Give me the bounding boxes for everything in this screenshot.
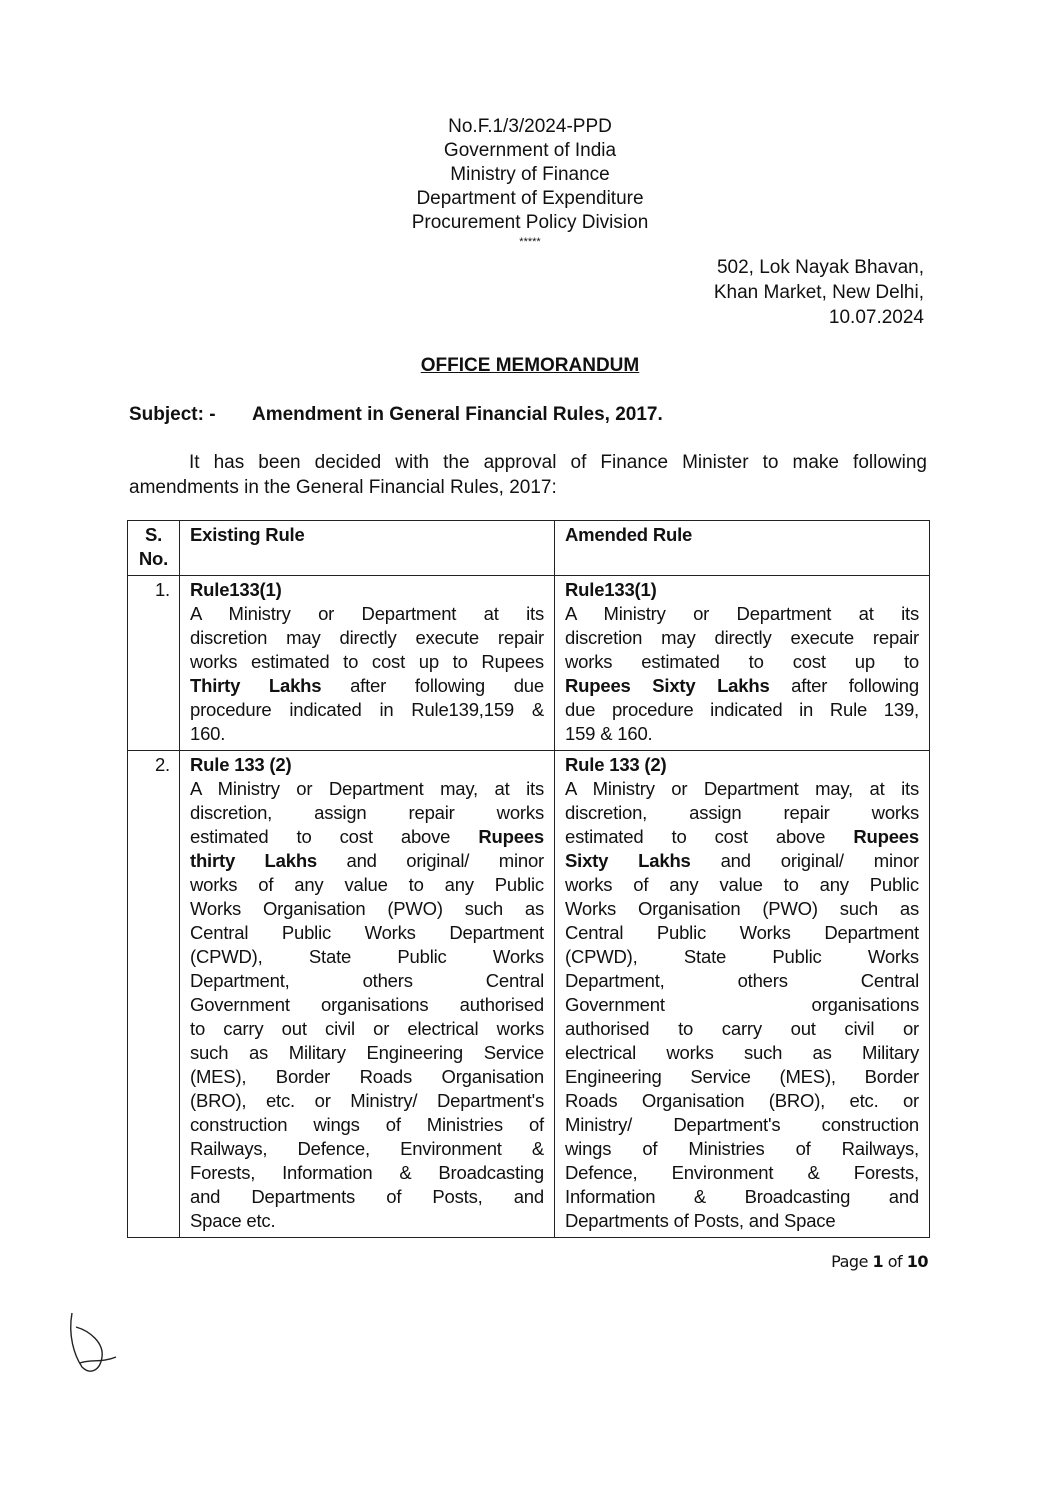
text: Information & Broadcasting and	[565, 1186, 919, 1207]
page-of: of	[883, 1252, 907, 1271]
subject-text: Amendment in General Financial Rules, 2017.	[252, 404, 663, 425]
rule-text-line	[190, 602, 544, 626]
amended-rule-cell	[555, 576, 930, 751]
table-row	[128, 576, 930, 751]
rule-text-line	[190, 825, 544, 849]
header-ministry: Ministry of Finance	[450, 164, 610, 185]
text: wings of Ministries of Railways,	[565, 1138, 919, 1159]
rule-text-line	[190, 753, 544, 777]
text: Railways, Defence, Environment &	[190, 1138, 544, 1159]
rule-text-line	[190, 873, 544, 897]
rule-text-line	[190, 897, 544, 921]
rule-text-line	[565, 722, 919, 746]
text: and original/ minor	[317, 850, 544, 871]
rule-text-line	[565, 1185, 919, 1209]
rule-text-line	[565, 945, 919, 969]
rule-text-line	[565, 674, 919, 698]
text: construction wings of Ministries of	[190, 1114, 544, 1135]
rule-text-line	[565, 777, 919, 801]
text: after following	[769, 675, 919, 696]
rule-text-line	[190, 674, 544, 698]
rule-text-line	[565, 993, 919, 1017]
rule-text-line	[565, 1161, 919, 1185]
rule-text-line	[565, 801, 919, 825]
text: and original/ minor	[690, 850, 919, 871]
existing-rule-cell	[180, 751, 555, 1238]
rule-text-line	[565, 1065, 919, 1089]
rule-text-line	[565, 969, 919, 993]
text: Ministry/ Department's construction	[565, 1114, 919, 1135]
bold-text: Rupees Sixty Lakhs	[565, 675, 770, 696]
rule-text-line	[565, 897, 919, 921]
rule-text-line	[190, 1065, 544, 1089]
rule-text-line	[190, 698, 544, 722]
header-division: Procurement Policy Division	[411, 212, 649, 233]
text: Works Organisation (PWO) such as	[190, 898, 544, 919]
bold-text: Thirty Lakhs	[190, 675, 322, 696]
existing-rule-cell	[180, 576, 555, 751]
address-line-2: Khan Market, New Delhi,	[713, 282, 924, 303]
rule-text-line	[190, 650, 544, 674]
text: such as Military Engineering Service	[190, 1042, 544, 1063]
rule-text-line	[565, 849, 919, 873]
header-stars: *****	[519, 236, 541, 248]
bold-text: Sixty Lakhs	[565, 850, 691, 871]
header-amended: Amended Rule	[555, 521, 930, 576]
rule-text-line	[565, 1137, 919, 1161]
text: due procedure indicated in Rule 139,	[565, 699, 919, 720]
memo-date: 10.07.2024	[828, 307, 924, 328]
text: estimated to cost above	[565, 826, 854, 847]
header-sno: S. No.	[128, 521, 180, 576]
bold-text: Rupees	[853, 826, 919, 847]
intro-paragraph: It has been decided with the approval of Finance Minister to make following amendments in the General Financial Rules, 2017:	[129, 452, 927, 498]
text: Works Organisation (PWO) such as	[565, 898, 919, 919]
text: electrical works such as Military	[565, 1042, 919, 1063]
rule-text-line	[565, 873, 919, 897]
text: to carry out civil or electrical works	[190, 1018, 544, 1039]
bold-text: Rule 133 (2)	[190, 754, 292, 775]
subject-label: Subject: -	[129, 404, 216, 425]
text: A Ministry or Department may, at its	[565, 778, 919, 799]
text: discretion may directly execute repair	[190, 627, 544, 648]
text: procedure indicated in Rule139,159 &	[190, 699, 544, 720]
table-header-row	[128, 521, 930, 576]
rule-text-line	[190, 945, 544, 969]
page-number	[831, 1252, 928, 1271]
text: discretion, assign repair works	[565, 802, 919, 823]
text: A Ministry or Department at its	[565, 603, 919, 624]
rule-text-line	[565, 753, 919, 777]
rule-text-line	[565, 1089, 919, 1113]
rule-text-line	[190, 1137, 544, 1161]
bold-text: Rule133(1)	[565, 579, 657, 600]
text: works of any value to any Public	[190, 874, 544, 895]
row-sno: 2.	[128, 751, 180, 1238]
rule-text-line	[190, 1161, 544, 1185]
rule-text-line	[565, 698, 919, 722]
text: Central Public Works Department	[190, 922, 544, 943]
header-department: Department of Expenditure	[416, 188, 644, 209]
rule-text-line	[190, 801, 544, 825]
text: Department, others Central	[565, 970, 919, 991]
rule-text-line	[565, 825, 919, 849]
rule-text-line	[190, 993, 544, 1017]
rule-text-line	[565, 602, 919, 626]
rule-text-line	[565, 1017, 919, 1041]
table-row	[128, 751, 930, 1238]
rule-text-line	[190, 849, 544, 873]
text: A Ministry or Department at its	[190, 603, 544, 624]
text: estimated to cost above	[190, 826, 479, 847]
text: Forests, Information & Broadcasting	[190, 1162, 544, 1183]
rule-text-line	[190, 1017, 544, 1041]
text: Space etc.	[190, 1210, 276, 1231]
rule-text-line	[190, 777, 544, 801]
text: (CPWD), State Public Works	[565, 946, 919, 967]
rule-text-line	[565, 1113, 919, 1137]
text: A Ministry or Department may, at its	[190, 778, 544, 799]
text: Department, others Central	[190, 970, 544, 991]
signature-initials	[60, 1305, 130, 1385]
text: Government organisations	[565, 994, 919, 1015]
text: after following due	[321, 675, 544, 696]
rule-text-line	[190, 1185, 544, 1209]
bold-text: Rule 133 (2)	[565, 754, 667, 775]
amendment-table	[127, 520, 930, 1238]
rule-text-line	[565, 578, 919, 602]
text: (MES), Border Roads Organisation	[190, 1066, 544, 1087]
rule-text-line	[565, 921, 919, 945]
text: Government organisations authorised	[190, 994, 544, 1015]
rule-text-line	[190, 578, 544, 602]
rule-text-line	[190, 626, 544, 650]
rule-text-line	[565, 1041, 919, 1065]
text: Defence, Environment & Forests,	[565, 1162, 919, 1183]
memo-title: OFFICE MEMORANDUM	[420, 355, 640, 376]
page-total: 10	[906, 1252, 928, 1271]
text: discretion, assign repair works	[190, 802, 544, 823]
page-prefix: Page	[831, 1252, 873, 1271]
rule-text-line	[565, 1209, 919, 1233]
text: 160.	[190, 723, 226, 744]
rule-text-line	[190, 969, 544, 993]
bold-text: Rule133(1)	[190, 579, 282, 600]
rule-text-line	[565, 650, 919, 674]
text: works estimated to cost up to Rupees	[190, 651, 544, 672]
rule-text-line	[190, 1041, 544, 1065]
rule-text-line	[190, 1209, 544, 1233]
row-sno: 1.	[128, 576, 180, 751]
file-number: No.F.1/3/2024-PPD	[448, 116, 612, 137]
text: authorised to carry out civil or	[565, 1018, 919, 1039]
bold-text: Rupees	[478, 826, 544, 847]
text: works estimated to cost up to	[565, 651, 919, 672]
rule-text-line	[190, 722, 544, 746]
amended-rule-cell	[555, 751, 930, 1238]
text: Departments of Posts, and Space	[565, 1210, 836, 1231]
rule-text-line	[190, 921, 544, 945]
text: Central Public Works Department	[565, 922, 919, 943]
rule-text-line	[190, 1113, 544, 1137]
text: (BRO), etc. or Ministry/ Department's	[190, 1090, 544, 1111]
header-existing: Existing Rule	[180, 521, 555, 576]
text: 159 & 160.	[565, 723, 653, 744]
text: and Departments of Posts, and	[190, 1186, 544, 1207]
text: works of any value to any Public	[565, 874, 919, 895]
rule-text-line	[565, 626, 919, 650]
page-current: 1	[872, 1252, 884, 1271]
header-government: Government of India	[443, 140, 617, 161]
bold-text: thirty Lakhs	[190, 850, 318, 871]
text: Roads Organisation (BRO), etc. or	[565, 1090, 919, 1111]
text: discretion may directly execute repair	[565, 627, 919, 648]
text: Engineering Service (MES), Border	[565, 1066, 919, 1087]
address-line-1: 502, Lok Nayak Bhavan,	[716, 257, 924, 278]
rule-text-line	[190, 1089, 544, 1113]
text: (CPWD), State Public Works	[190, 946, 544, 967]
